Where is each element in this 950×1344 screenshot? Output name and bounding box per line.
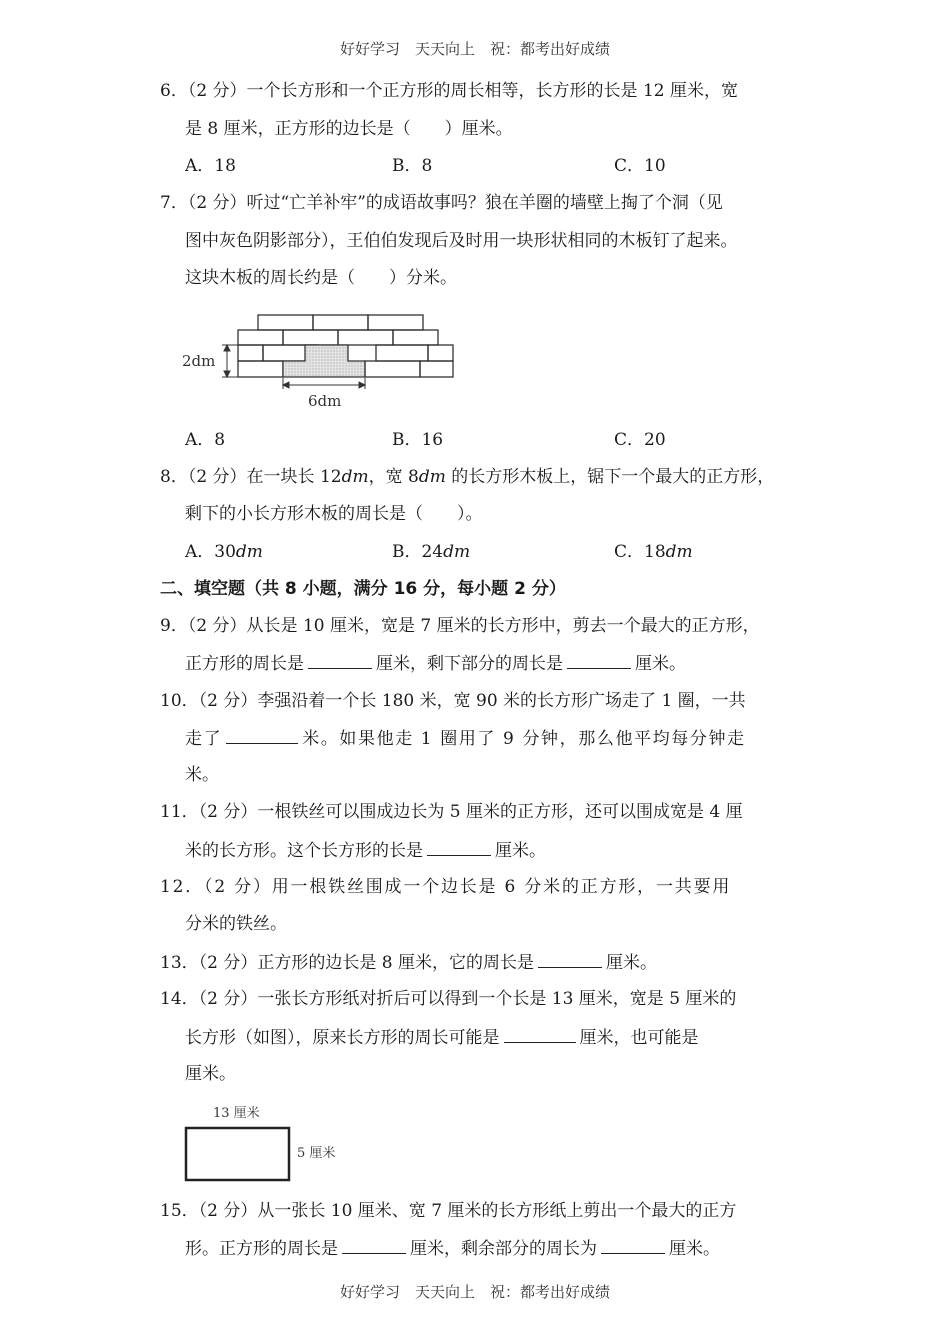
q9-text-b: 厘米，剩下部分的周长是 — [376, 654, 563, 674]
q15-blank-1[interactable] — [342, 1237, 406, 1254]
q8-text-b: ，宽 8 — [368, 467, 419, 487]
q6-option-b[interactable]: B．8 — [392, 156, 433, 176]
q8-option-c-unit: dm — [665, 542, 693, 562]
q8-option-b-num: B．24 — [392, 542, 444, 562]
q8-text-a: 8．（2 分）在一块长 12 — [160, 467, 342, 487]
q10-text-a: 走了 — [185, 729, 223, 749]
q9-line-2 — [185, 652, 686, 675]
height-label: 2dm — [182, 352, 216, 370]
q14-line-3: 厘米。 — [185, 1064, 236, 1084]
q9-blank-2[interactable] — [567, 652, 631, 669]
q10-line-1: 10．（2 分）李强沿着一个长 180 米，宽 90 米的长方形广场走了 1 圈，一共 — [160, 691, 746, 711]
q12-line-2: 分米的铁丝。 — [185, 914, 287, 934]
q15-blank-2[interactable] — [601, 1237, 665, 1254]
q8-option-b[interactable] — [392, 541, 470, 563]
q6-option-a[interactable]: A．18 — [185, 156, 236, 176]
page-footer: 好好学习 天天向上 祝：都考出好成绩 — [339, 1283, 610, 1301]
q7-option-b[interactable]: B．16 — [392, 430, 444, 450]
q14-line-1: 14．（2 分）一张长方形纸对折后可以得到一个长是 13 厘米，宽是 5 厘米的 — [160, 989, 737, 1009]
q6-line-1: 6．（2 分）一个长方形和一个正方形的周长相等，长方形的长是 12 厘米，宽 — [160, 81, 738, 101]
q15-text-c: 厘米。 — [669, 1239, 720, 1259]
q6-line-2: 是 8 厘米，正方形的边长是（ ）厘米。 — [185, 119, 513, 139]
brick-wall-figure — [180, 305, 470, 410]
q9-text-c: 厘米。 — [635, 654, 686, 674]
q8-option-a-unit: dm — [235, 542, 263, 562]
q13-line-1 — [160, 951, 657, 974]
q11-text-a: 米的长方形。这个长方形的长是 — [185, 841, 423, 861]
q9-text-a: 正方形的周长是 — [185, 654, 304, 674]
q15-text-b: 厘米，剩余部分的周长为 — [410, 1239, 597, 1259]
q9-line-1: 9．（2 分）从长是 10 厘米，宽是 7 厘米的长方形中，剪去一个最大的正方形， — [160, 616, 760, 636]
page-header: 好好学习 天天向上 祝：都考出好成绩 — [339, 40, 610, 58]
q11-blank-1[interactable] — [427, 839, 491, 856]
q15-line-1: 15．（2 分）从一张长 10 厘米、宽 7 厘米的长方形纸上剪出一个最大的正方 — [160, 1201, 737, 1221]
fig-top-label: 13 厘米 — [213, 1106, 260, 1121]
q10-line-3: 米。 — [185, 765, 219, 785]
q7-option-a[interactable]: A．8 — [185, 430, 226, 450]
q8-unit-1: dm — [341, 467, 369, 487]
q14-text-b: 厘米，也可能是 — [579, 1028, 699, 1048]
q7-line-1: 7．（2 分）听过“亡羊补牢”的成语故事吗？狼在羊圈的墙壁上掏了个洞（见 — [160, 193, 723, 213]
q11-line-1: 11．（2 分）一根铁丝可以围成边长为 5 厘米的正方形，还可以围成宽是 4 厘 — [160, 802, 743, 822]
q7-option-c[interactable]: C．20 — [614, 430, 666, 450]
q8-option-b-unit: dm — [443, 542, 471, 562]
q8-option-a-num: A．30 — [185, 542, 236, 562]
q8-text-c: 的长方形木板上，锯下一个最大的正方形， — [445, 467, 775, 487]
q8-option-c[interactable] — [614, 541, 693, 563]
q8-option-a[interactable] — [185, 541, 263, 563]
hole-shaded-area — [283, 345, 365, 377]
q11-text-b: 厘米。 — [495, 841, 546, 861]
q13-blank-1[interactable] — [538, 951, 602, 968]
q7-line-3: 这块木板的周长约是（ ）分米。 — [185, 268, 457, 288]
q10-text-b: 米。如果他走 1 圈用了 9 分钟，那么他平均每分钟走 — [302, 729, 746, 749]
q14-blank-1[interactable] — [504, 1026, 576, 1043]
q13-text-b: 厘米。 — [605, 953, 657, 973]
q8-line-2: 剩下的小长方形木板的周长是（ ）。 — [185, 504, 483, 524]
fig-side-label: 5 厘米 — [297, 1146, 336, 1161]
section-2-title: 二、填空题（共 8 小题，满分 16 分，每小题 2 分） — [160, 579, 566, 599]
q10-line-2 — [185, 727, 746, 750]
q11-line-2 — [185, 839, 546, 862]
q7-line-2: 图中灰色阴影部分），王伯伯发现后及时用一块形状相同的木板钉了起来。 — [185, 231, 738, 251]
q14-text-a: 长方形（如图），原来长方形的周长可能是 — [185, 1028, 500, 1048]
q14-line-2 — [185, 1026, 699, 1049]
q15-line-2 — [185, 1237, 720, 1260]
q6-option-c[interactable]: C．10 — [614, 156, 666, 176]
folded-rectangle-figure — [180, 1100, 380, 1185]
q9-blank-1[interactable] — [308, 652, 372, 669]
q15-text-a: 形。正方形的周长是 — [185, 1239, 338, 1259]
width-label: 6dm — [308, 392, 342, 410]
q8-option-c-num: C．18 — [614, 542, 666, 562]
q12-line-1: 12．（2 分）用一根铁丝围成一个边长是 6 分米的正方形，一共要用 — [160, 877, 732, 897]
q8-line-1 — [160, 466, 774, 488]
q8-unit-2: dm — [418, 467, 446, 487]
q13-text-a: 13．（2 分）正方形的边长是 8 厘米，它的周长是 — [160, 953, 534, 973]
q10-blank-1[interactable] — [226, 727, 298, 744]
